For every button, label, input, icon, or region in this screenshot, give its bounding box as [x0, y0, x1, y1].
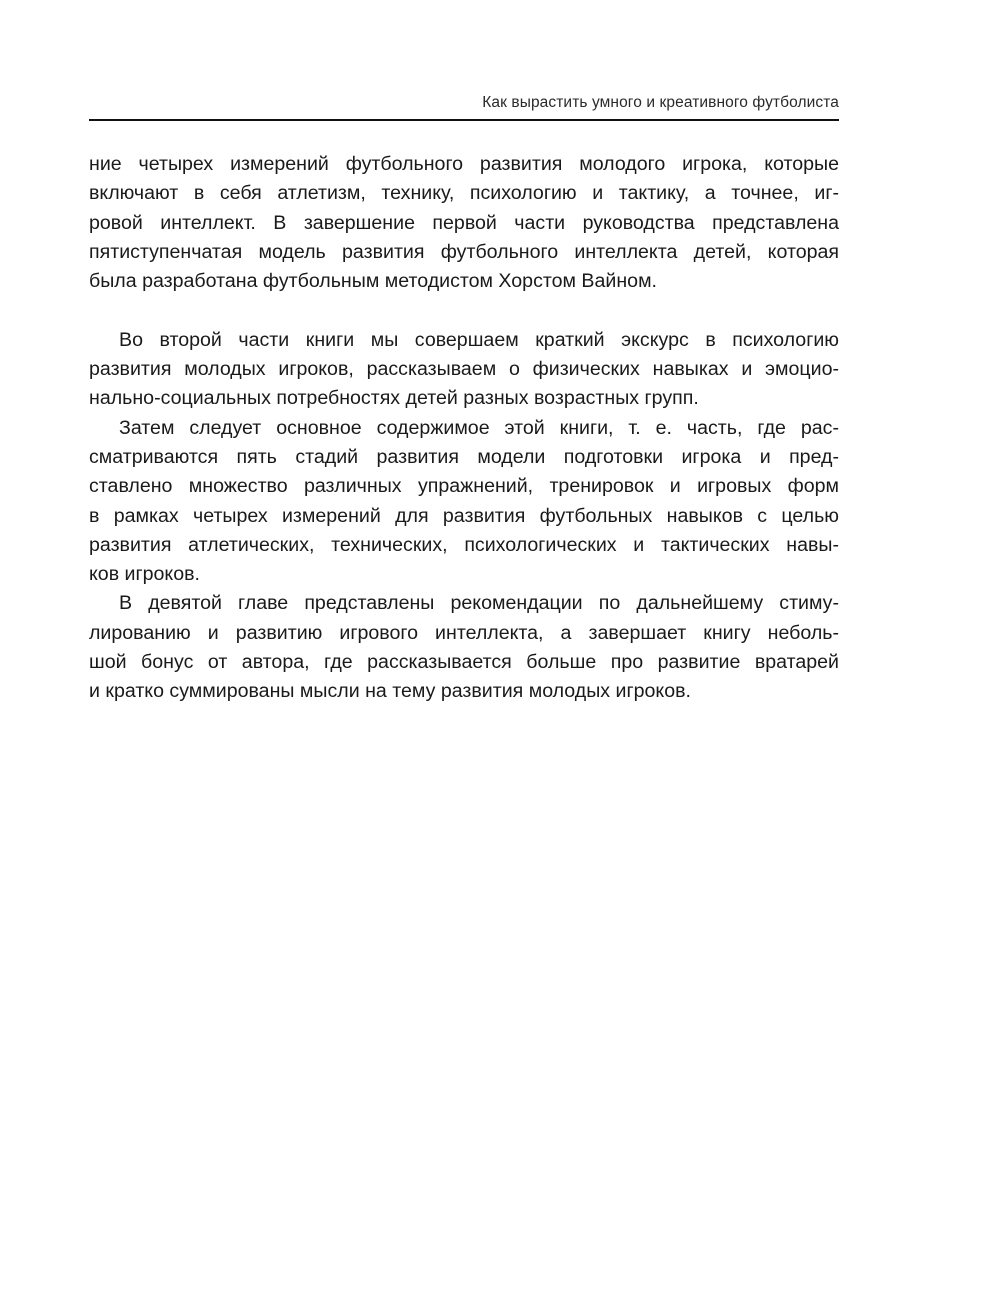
- paragraph-1: [89, 150, 839, 296]
- header-rule: [89, 119, 839, 121]
- text-line: шой бонус от автора, где рассказывается больше про развитие вратарей: [89, 651, 839, 674]
- text-line: ровой интеллект. В завершение первой части руководства представлена: [89, 211, 839, 234]
- text-line: сматриваются пять стадий развития модели подготовки игрока и пред-: [89, 445, 839, 468]
- text-line: в рамках четырех измерений для развития футбольных навыков с целью: [89, 504, 839, 527]
- text-line: ков игроков.: [89, 563, 200, 586]
- text-line: развития атлетических, технических, психологических и тактических навы-: [89, 533, 839, 556]
- paragraph-4: [89, 589, 839, 706]
- text-line: ставлено множество различных упражнений, тренировок и игровых форм: [89, 475, 839, 498]
- paragraph-2: [89, 326, 839, 414]
- text-line: В девятой главе представлены рекомендации по дальнейшему стиму-: [119, 592, 839, 615]
- text-line: пятиступенчатая модель развития футбольного интеллекта детей, которая: [89, 240, 839, 263]
- text-line: и кратко суммированы мысли на тему развития молодых игроков.: [89, 680, 691, 703]
- text-line: включают в себя атлетизм, технику, психологию и тактику, а точнее, иг-: [89, 182, 839, 205]
- text-line: развития молодых игроков, рассказываем о физических навыках и эмоцио-: [89, 358, 839, 381]
- running-header-title: Как вырастить умного и креативного футболиста: [482, 94, 839, 111]
- text-line: Затем следует основное содержимое этой книги, т. е. часть, где рас-: [119, 416, 839, 439]
- page-body: [89, 150, 839, 707]
- text-line: лированию и развитию игрового интеллекта, а завершает книгу неболь-: [89, 621, 839, 644]
- text-line: ние четырех измерений футбольного развития молодого игрока, которые: [89, 153, 839, 175]
- paragraph-3: [89, 414, 839, 590]
- text-line: Во второй части книги мы совершаем краткий экскурс в психологию: [119, 328, 839, 351]
- text-line: была разработана футбольным методистом Хорстом Вайном.: [89, 270, 657, 293]
- text-line: нально-социальных потребностях детей разных возрастных групп.: [89, 387, 699, 410]
- paragraph-gap: [89, 296, 839, 325]
